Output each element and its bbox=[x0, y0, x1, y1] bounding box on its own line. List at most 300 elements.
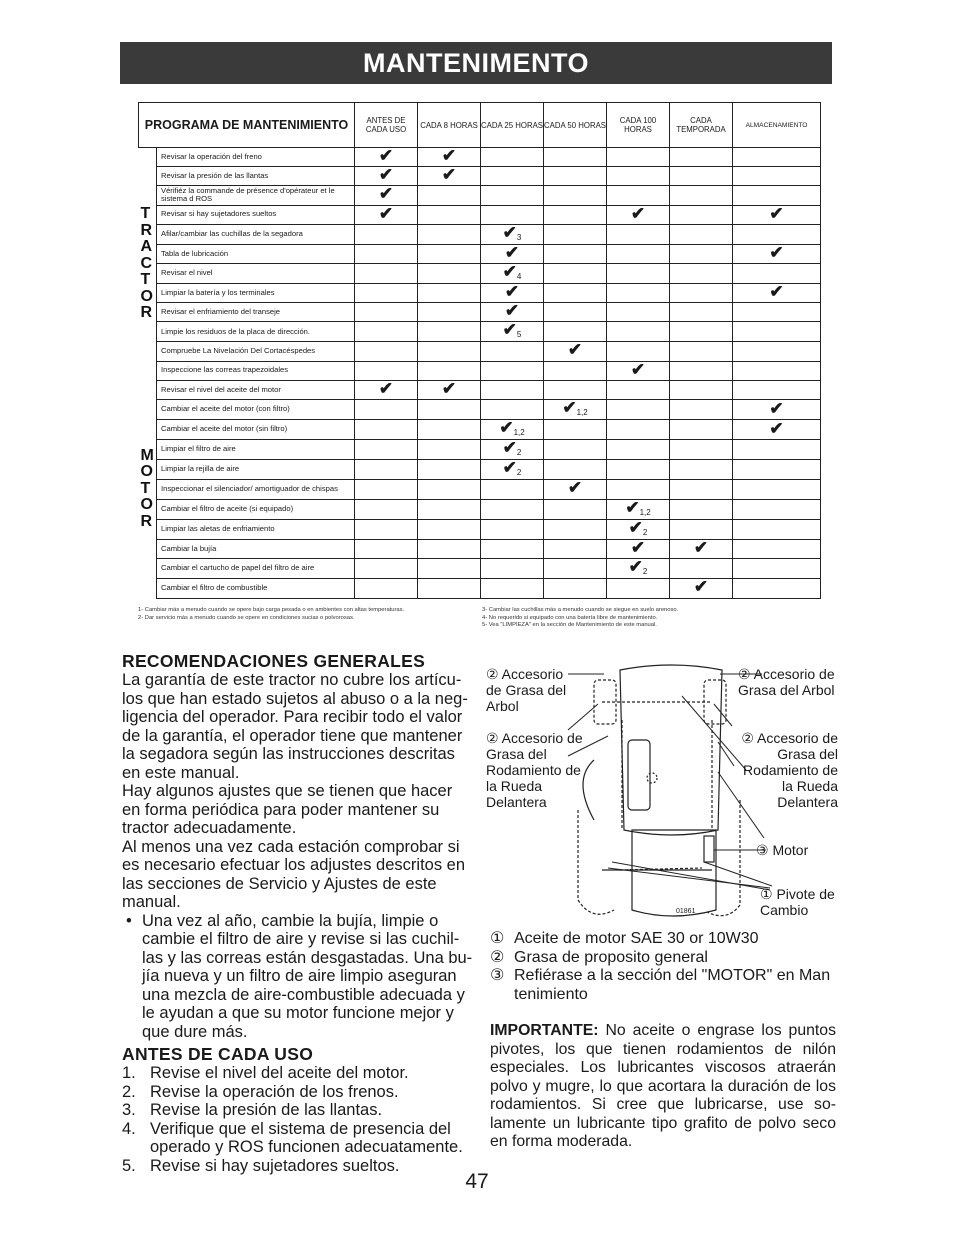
schedule-cell bbox=[670, 400, 733, 420]
schedule-cell bbox=[355, 205, 418, 224]
label-axle-grease-left: ② Accesorio de Grasa del Arbol bbox=[486, 666, 567, 714]
before-use-list bbox=[122, 1064, 474, 1175]
table-row bbox=[139, 205, 821, 224]
table-row bbox=[139, 283, 821, 302]
check-mark: ✔ bbox=[769, 399, 784, 418]
schedule-cell bbox=[607, 361, 670, 380]
schedule-cell bbox=[418, 539, 481, 559]
item-text: Revise la operación de los frenos. bbox=[150, 1082, 399, 1101]
schedule-cell bbox=[670, 559, 733, 579]
schedule-cell bbox=[733, 539, 821, 559]
legend-marker: ① bbox=[490, 930, 505, 947]
schedule-cell bbox=[607, 148, 670, 167]
table-row bbox=[139, 480, 821, 500]
table-row bbox=[139, 440, 821, 460]
schedule-cell bbox=[607, 167, 670, 186]
schedule-cell bbox=[607, 283, 670, 302]
footnote: 4- No requerido si equipado con una batería libre de mantenimiento. bbox=[482, 614, 658, 621]
table-row bbox=[139, 303, 821, 322]
schedule-cell bbox=[544, 480, 607, 500]
schedule-cell bbox=[481, 460, 544, 480]
schedule-cell bbox=[544, 559, 607, 579]
legend-text: Grasa de proposito general bbox=[514, 948, 708, 966]
schedule-cell bbox=[355, 460, 418, 480]
schedule-cell bbox=[481, 361, 544, 380]
schedule-cell bbox=[544, 303, 607, 322]
schedule-cell bbox=[418, 420, 481, 440]
schedule-cell bbox=[418, 263, 481, 283]
schedule-cell bbox=[418, 283, 481, 302]
table-row bbox=[139, 361, 821, 380]
task-label: Cambiar el cartucho de papel del filtro de aire bbox=[157, 559, 355, 579]
table-row bbox=[139, 322, 821, 342]
schedule-cell bbox=[481, 148, 544, 167]
schedule-cell bbox=[733, 361, 821, 380]
schedule-cell bbox=[418, 167, 481, 186]
table-row bbox=[139, 579, 821, 599]
schedule-cell bbox=[544, 148, 607, 167]
schedule-cell bbox=[733, 283, 821, 302]
footnote: 2- Dar servicio más a menudo cuando se opere en condiciones sucias o polvorosas. bbox=[138, 614, 355, 621]
check-mark: $✔_2$ bbox=[502, 439, 522, 458]
schedule-cell bbox=[481, 186, 544, 205]
schedule-cell bbox=[670, 263, 733, 283]
schedule-cell bbox=[418, 361, 481, 380]
check-mark: ✔ bbox=[693, 578, 709, 597]
schedule-cell bbox=[481, 380, 544, 400]
important-label: IMPORTANTE: bbox=[490, 1022, 599, 1039]
schedule-cell bbox=[481, 342, 544, 361]
list-item bbox=[122, 1064, 474, 1083]
schedule-cell bbox=[733, 559, 821, 579]
schedule-cell bbox=[607, 186, 670, 205]
schedule-cell bbox=[670, 342, 733, 361]
schedule-cell bbox=[607, 440, 670, 460]
col-header: ANTES DE CADA USO bbox=[355, 103, 418, 148]
task-label: Cambiar la bujía bbox=[157, 539, 355, 559]
task-label: Revisar el enfriamiento del transeje bbox=[157, 303, 355, 322]
schedule-grid bbox=[138, 102, 821, 599]
item-text: Revise la presión de las llantas. bbox=[150, 1101, 383, 1119]
schedule-cell bbox=[355, 322, 418, 342]
schedule-cell bbox=[544, 186, 607, 205]
schedule-cell bbox=[355, 303, 418, 322]
schedule-cell bbox=[481, 539, 544, 559]
check-mark: ✔ bbox=[769, 205, 784, 223]
section-banner bbox=[120, 42, 832, 84]
schedule-cell bbox=[418, 559, 481, 579]
schedule-cell bbox=[733, 420, 821, 440]
schedule-cell bbox=[355, 420, 418, 440]
check-mark: ✔ bbox=[567, 479, 583, 498]
check-mark: ✔ bbox=[441, 380, 457, 398]
col-header: CADA 8 HORAS bbox=[418, 103, 481, 148]
item-text: Verifique que el sistema de presencia del operado y ROS funcionen adecuatamente. bbox=[150, 1119, 463, 1156]
check-mark: $✔_2$ bbox=[628, 558, 648, 577]
check-mark: $✔_{1,2}$ bbox=[625, 499, 651, 517]
table-row bbox=[139, 400, 821, 420]
col-header: CADA 25 HORAS bbox=[481, 103, 544, 148]
task-label: Revisar la presión de las llantas bbox=[157, 167, 355, 186]
task-label: Limpiar el filtro de aire bbox=[157, 440, 355, 460]
table-row bbox=[139, 148, 821, 167]
section-letters: M O T O R bbox=[140, 446, 154, 530]
schedule-cell bbox=[355, 283, 418, 302]
schedule-cell bbox=[418, 460, 481, 480]
schedule-cell bbox=[607, 559, 670, 579]
schedule-cell bbox=[481, 244, 544, 263]
maintenance-schedule-table bbox=[138, 102, 820, 607]
check-mark: ✔ bbox=[504, 283, 520, 302]
schedule-cell bbox=[670, 519, 733, 539]
item-text: Revise si hay sujetadores sueltos. bbox=[150, 1156, 400, 1175]
schedule-cell bbox=[733, 342, 821, 361]
check-mark: $✔_3$ bbox=[502, 224, 522, 242]
section-letters: T R A C T O R bbox=[140, 205, 153, 322]
check-mark: ✔ bbox=[504, 244, 520, 262]
task-label: Revisar el nivel del aceite del motor bbox=[157, 380, 355, 400]
schedule-cell bbox=[607, 205, 670, 224]
schedule-cell bbox=[481, 579, 544, 599]
important-text: No aceite o engrase los puntos pivotes, los que tienen rodamientos de nilón especiales. Los lubricantes viscosos atraerán polvo y mugre, lo que acortara la duración de los rodamientos. Si cree que lubricarse, use so-lamente un lubricante tipo grafito de polvo seco en forma moderada. bbox=[490, 1022, 836, 1150]
task-label: Tabla de lubricación bbox=[157, 244, 355, 263]
check-mark: $✔_{1,2}$ bbox=[499, 419, 525, 438]
schedule-cell bbox=[355, 148, 418, 167]
schedule-cell bbox=[418, 480, 481, 500]
schedule-cell bbox=[355, 579, 418, 599]
item-number: 1. bbox=[122, 1064, 136, 1082]
schedule-cell bbox=[544, 420, 607, 440]
check-mark: ✔ bbox=[693, 539, 709, 557]
schedule-cell bbox=[418, 186, 481, 205]
schedule-cell bbox=[544, 205, 607, 224]
list-item bbox=[122, 1120, 474, 1157]
schedule-cell bbox=[418, 148, 481, 167]
legend-marker: ② bbox=[490, 948, 505, 966]
schedule-cell bbox=[355, 167, 418, 186]
schedule-cell bbox=[607, 380, 670, 400]
schedule-cell bbox=[670, 420, 733, 440]
schedule-cell bbox=[733, 186, 821, 205]
label-motor: ③ Motor bbox=[756, 842, 809, 858]
schedule-cell bbox=[544, 460, 607, 480]
task-label: Cambiar el aceite del motor (con filtro) bbox=[157, 400, 355, 420]
schedule-cell bbox=[544, 244, 607, 263]
schedule-cell bbox=[481, 559, 544, 579]
legend-and-notes bbox=[490, 930, 836, 1152]
schedule-cell bbox=[670, 148, 733, 167]
schedule-cell bbox=[733, 480, 821, 500]
table-row bbox=[139, 420, 821, 440]
schedule-cell bbox=[481, 263, 544, 283]
schedule-cell bbox=[670, 205, 733, 224]
schedule-cell bbox=[733, 499, 821, 519]
schedule-cell bbox=[418, 579, 481, 599]
schedule-cell bbox=[607, 460, 670, 480]
schedule-cell bbox=[607, 420, 670, 440]
section-title: MANTENIMENTO bbox=[363, 47, 589, 78]
schedule-cell bbox=[355, 480, 418, 500]
col-header: ALMACENAMIENTO bbox=[733, 103, 821, 148]
check-mark: ✔ bbox=[630, 205, 646, 223]
schedule-cell bbox=[607, 244, 670, 263]
legend-item bbox=[490, 949, 836, 968]
label-pivot: ① Pivote de Cambio bbox=[760, 886, 835, 918]
task-label: Inspeccione las correas trapezoidales bbox=[157, 361, 355, 380]
section-label-motor bbox=[139, 380, 157, 598]
check-mark: ✔ bbox=[769, 419, 784, 438]
schedule-cell bbox=[670, 539, 733, 559]
general-recommendations bbox=[122, 652, 474, 1175]
general-paragraph: La garantía de este tractor no cubre los artícu-los que han estado sujetos al abuso o a la neg-ligencia del operador. Para recibir todo el valor de la garantía, el operador tiene que mantener la segadora según las instrucciones descritas en este manual. bbox=[122, 671, 468, 782]
before-use-heading: ANTES DE CADA USO bbox=[122, 1044, 314, 1064]
footnotes-right bbox=[482, 607, 820, 630]
schedule-cell bbox=[607, 539, 670, 559]
check-mark: ✔ bbox=[378, 380, 394, 398]
schedule-cell bbox=[607, 224, 670, 244]
schedule-cell bbox=[418, 440, 481, 460]
table-title: PROGRAMA DE MANTENIMIENTO bbox=[139, 103, 355, 148]
task-label: Limpiar las aletas de enfriamiento bbox=[157, 519, 355, 539]
schedule-cell bbox=[418, 519, 481, 539]
schedule-cell bbox=[670, 460, 733, 480]
schedule-cell bbox=[418, 380, 481, 400]
schedule-cell bbox=[418, 400, 481, 420]
schedule-cell bbox=[481, 283, 544, 302]
page-number: 47 bbox=[465, 1170, 489, 1193]
check-mark: ✔ bbox=[504, 302, 520, 321]
schedule-cell bbox=[355, 186, 418, 205]
schedule-cell bbox=[733, 519, 821, 539]
schedule-cell bbox=[355, 400, 418, 420]
schedule-cell bbox=[733, 440, 821, 460]
footnote: 1- Cambiar más a menudo cuando se opere bajo carga pesada o en ambientes con altas temperaturas. bbox=[138, 607, 405, 613]
check-mark: ✔ bbox=[441, 147, 457, 166]
general-bullet bbox=[122, 912, 474, 1042]
task-label: Compruebe La Nivelación Del Cortacéspedes bbox=[157, 342, 355, 361]
schedule-cell bbox=[544, 400, 607, 420]
schedule-cell bbox=[481, 499, 544, 519]
check-mark: ✔ bbox=[378, 147, 394, 166]
list-item bbox=[122, 1101, 474, 1120]
col-header: CADA 50 HORAS bbox=[544, 103, 607, 148]
schedule-cell bbox=[355, 519, 418, 539]
schedule-cell bbox=[481, 167, 544, 186]
check-mark: $✔_4$ bbox=[502, 263, 522, 281]
schedule-cell bbox=[733, 579, 821, 599]
table-row bbox=[139, 342, 821, 361]
schedule-cell bbox=[355, 499, 418, 519]
schedule-cell bbox=[481, 519, 544, 539]
bullet-text: Una vez al año, cambie la bujía, limpie o cambie el filtro de aire y revise si las cuchil-las y las correas están desgastadas. Una bu-jía nueva y un filtro de aire limpio aseguran una mezcla de aire-combustible adecuada y le ayudan a que su motor funcione mejor y que dure más. bbox=[142, 911, 473, 1041]
schedule-cell bbox=[733, 148, 821, 167]
col-header: CADA 100 HORAS bbox=[607, 103, 670, 148]
footnote: 3- Cambiar las cuchillas más a menudo cuando se siegue en suelo arenoso. bbox=[482, 607, 679, 613]
schedule-cell bbox=[670, 499, 733, 519]
schedule-cell bbox=[544, 342, 607, 361]
schedule-cell bbox=[544, 167, 607, 186]
table-row bbox=[139, 460, 821, 480]
figure-code: 01861 bbox=[676, 908, 696, 915]
legend-item bbox=[490, 967, 836, 1004]
schedule-cell bbox=[418, 303, 481, 322]
schedule-cell bbox=[355, 559, 418, 579]
schedule-cell bbox=[733, 224, 821, 244]
schedule-cell bbox=[607, 499, 670, 519]
schedule-cell bbox=[544, 322, 607, 342]
check-mark: ✔ bbox=[630, 361, 646, 379]
section-label-tractor bbox=[139, 148, 157, 381]
schedule-cell bbox=[670, 361, 733, 380]
schedule-cell bbox=[481, 440, 544, 460]
task-label: Revisar el nivel bbox=[157, 263, 355, 283]
item-number: 5. bbox=[122, 1156, 136, 1175]
legend-item bbox=[490, 930, 836, 949]
schedule-cell bbox=[544, 539, 607, 559]
table-row bbox=[139, 244, 821, 263]
schedule-cell bbox=[481, 322, 544, 342]
general-paragraph: Al menos una vez cada estación comprobar si es necesario efectuar los adjustes descritos en las secciones de Servicio y Ajustes de este manual. bbox=[122, 837, 466, 911]
schedule-cell bbox=[481, 480, 544, 500]
schedule-cell bbox=[544, 579, 607, 599]
check-mark: $✔_2$ bbox=[502, 459, 522, 478]
item-number: 2. bbox=[122, 1082, 136, 1101]
schedule-cell bbox=[355, 342, 418, 361]
item-number: 3. bbox=[122, 1101, 136, 1119]
check-mark: $✔_5$ bbox=[502, 321, 522, 340]
item-number: 4. bbox=[122, 1119, 136, 1138]
schedule-cell bbox=[733, 460, 821, 480]
schedule-cell bbox=[733, 244, 821, 263]
schedule-cell bbox=[544, 499, 607, 519]
task-label: Cambiar el filtro de aceite (si equipado) bbox=[157, 499, 355, 519]
schedule-cell bbox=[544, 263, 607, 283]
schedule-cell bbox=[733, 322, 821, 342]
schedule-cell bbox=[607, 342, 670, 361]
schedule-cell bbox=[544, 224, 607, 244]
check-mark: $✔_2$ bbox=[628, 519, 648, 537]
label-wheel-bearing-right: ② Accesorio de Grasa del Rodamiento de la Rueda Delantera bbox=[741, 730, 838, 810]
table-row bbox=[139, 519, 821, 539]
schedule-cell bbox=[544, 361, 607, 380]
schedule-cell bbox=[733, 303, 821, 322]
schedule-cell bbox=[544, 519, 607, 539]
important-note bbox=[490, 1022, 836, 1152]
schedule-cell bbox=[670, 283, 733, 302]
schedule-cell bbox=[670, 303, 733, 322]
task-label: Inspeccionar el silenciador/ amortiguador de chispas bbox=[157, 480, 355, 500]
table-row bbox=[139, 539, 821, 559]
schedule-cell bbox=[670, 380, 733, 400]
legend-text: Refiérase a la sección del "MOTOR" en Man tenimiento bbox=[514, 967, 831, 1003]
schedule-cell bbox=[670, 440, 733, 460]
task-label: Revisar la operación del freno bbox=[157, 148, 355, 167]
check-mark: ✔ bbox=[378, 185, 394, 204]
schedule-cell bbox=[670, 480, 733, 500]
schedule-cell bbox=[481, 400, 544, 420]
table-row bbox=[139, 263, 821, 283]
schedule-cell bbox=[733, 380, 821, 400]
schedule-cell bbox=[418, 322, 481, 342]
schedule-cell bbox=[607, 322, 670, 342]
table-row bbox=[139, 186, 821, 205]
schedule-cell bbox=[733, 205, 821, 224]
schedule-cell bbox=[418, 342, 481, 361]
task-label: Limpiar la rejilla de aire bbox=[157, 460, 355, 480]
check-mark: ✔ bbox=[769, 283, 784, 302]
label-wheel-bearing-left: ② Accesorio de Grasa del Rodamiento de la Rueda Delantera bbox=[486, 730, 583, 810]
table-row bbox=[139, 559, 821, 579]
schedule-cell bbox=[670, 167, 733, 186]
task-label: Limpie los residuos de la placa de dirección. bbox=[157, 322, 355, 342]
task-label: Limpiar la batería y los terminales bbox=[157, 283, 355, 302]
footnote: 5- Vea "LIMPIEZA" en la sección de Mantenimiento de este manual. bbox=[482, 622, 657, 628]
list-item bbox=[122, 1083, 474, 1102]
schedule-cell bbox=[355, 539, 418, 559]
footnotes-left bbox=[138, 607, 478, 622]
bullet-mark: • bbox=[126, 911, 132, 930]
schedule-cell bbox=[355, 263, 418, 283]
check-mark: ✔ bbox=[769, 244, 784, 262]
schedule-cell bbox=[544, 283, 607, 302]
schedule-cell bbox=[607, 400, 670, 420]
lubrication-diagram bbox=[482, 660, 838, 922]
schedule-cell bbox=[670, 579, 733, 599]
legend-text: Aceite de motor SAE 30 or 10W30 bbox=[514, 930, 759, 947]
table-row bbox=[139, 380, 821, 400]
schedule-cell bbox=[607, 480, 670, 500]
schedule-cell bbox=[544, 380, 607, 400]
check-mark: ✔ bbox=[441, 166, 457, 185]
schedule-cell bbox=[418, 224, 481, 244]
schedule-cell bbox=[670, 224, 733, 244]
general-paragraph: Hay algunos ajustes que se tienen que hacer en forma periódica para poder mantener su tractor adecuadamente. bbox=[122, 782, 453, 837]
task-label: Vérifiéz la commande de présence d'opérateur et le sistema d ROS bbox=[157, 186, 355, 205]
table-row bbox=[139, 224, 821, 244]
label-axle-grease-right: ② Accesorio de Grasa del Arbol bbox=[738, 666, 835, 698]
check-mark: ✔ bbox=[378, 166, 394, 185]
schedule-cell bbox=[481, 420, 544, 440]
schedule-cell bbox=[670, 186, 733, 205]
schedule-cell bbox=[670, 322, 733, 342]
schedule-cell bbox=[418, 244, 481, 263]
schedule-cell bbox=[418, 205, 481, 224]
schedule-cell bbox=[481, 303, 544, 322]
schedule-cell bbox=[418, 499, 481, 519]
schedule-cell bbox=[607, 579, 670, 599]
table-header-row bbox=[139, 103, 821, 148]
schedule-cell bbox=[481, 224, 544, 244]
check-mark: $✔_{1,2}$ bbox=[562, 399, 588, 418]
table-row bbox=[139, 499, 821, 519]
general-heading: RECOMENDACIONES GENERALES bbox=[122, 651, 426, 671]
schedule-cell bbox=[733, 263, 821, 283]
schedule-cell bbox=[481, 205, 544, 224]
task-label: Cambiar el aceite del motor (sin filtro) bbox=[157, 420, 355, 440]
table-row bbox=[139, 167, 821, 186]
task-label: Cambiar el filtro de combustible bbox=[157, 579, 355, 599]
item-text: Revise el nivel del aceite del motor. bbox=[150, 1064, 409, 1082]
schedule-cell bbox=[544, 440, 607, 460]
check-mark: ✔ bbox=[630, 539, 646, 557]
schedule-cell bbox=[733, 167, 821, 186]
schedule-cell bbox=[355, 244, 418, 263]
schedule-cell bbox=[355, 380, 418, 400]
col-header: CADA TEMPORADA bbox=[670, 103, 733, 148]
legend-marker: ③ bbox=[490, 967, 505, 984]
schedule-cell bbox=[607, 303, 670, 322]
schedule-cell bbox=[355, 361, 418, 380]
